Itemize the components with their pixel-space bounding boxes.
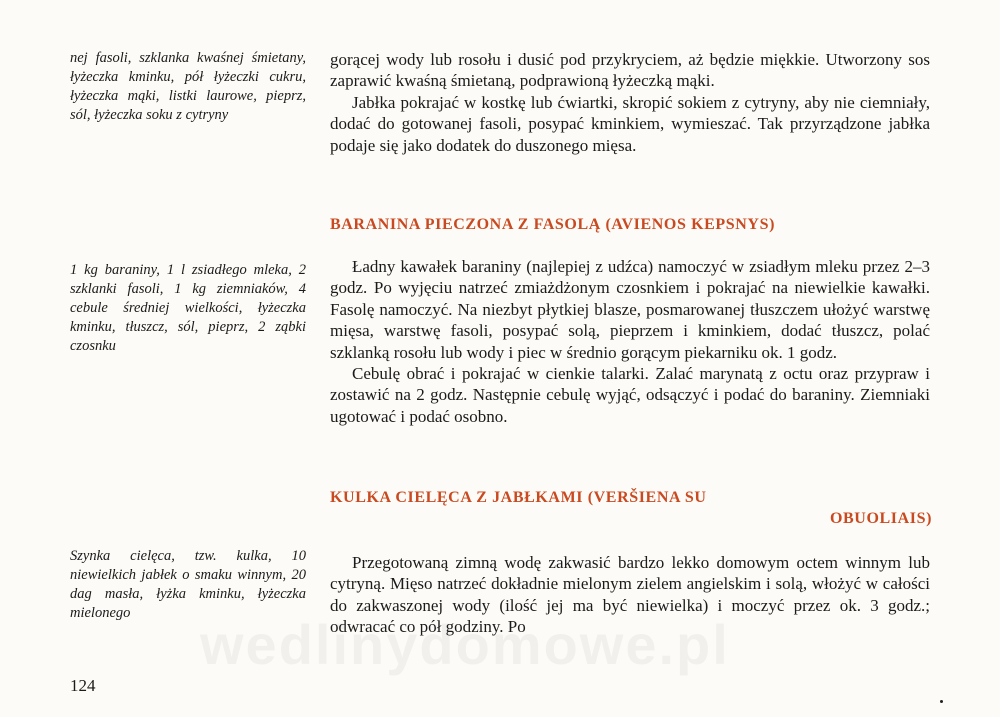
recipe-paragraph: gorącej wody lub rosołu i dusić pod przykryciem, aż będzie miękkie. Utworzony sos zaprawić kwaśną śmietaną, podprawioną łyżeczką mąki. — [330, 50, 930, 91]
recipe-paragraph: Ładny kawałek baraniny (najlepiej z udźca) namoczyć w zsiadłym mleku przez 2–3 godz. Po wyjęciu natrzeć zmiażdżonym czosnkiem i pokrajać na niewielkie kawałki. Fasolę namoczyć. Na niezbyt płytkiej blasze, posmarowanej tłuszczem ułożyć warstwę mięsa, warstwę fasoli, posypać solą, pieprzem i kminkiem, dodać tłuszcz, polać szklanką rosołu lub wody i piec w średnio gorącym piekarniku ok. 1 godz. — [330, 257, 930, 362]
recipe-paragraph: Jabłka pokrajać w kostkę lub ćwiartki, skropić sokiem z cytryny, aby nie ciemniały, dodać do gotowanej fasoli, posypać kminkiem, wymieszać. Tak przyrządzone jabłka podaje się jako dodatek do duszonego mięsa. — [330, 92, 930, 155]
recipe-title-line-2: OBUOLIAIS) — [829, 510, 932, 527]
page-number: 124 — [70, 676, 96, 695]
ingredients-text: Szynka cielęca, tzw. kulka, 10 niewielkich jabłek o smaku winnym, 20 dag masła, łyżka kminku, łyżeczka mielonego — [70, 548, 306, 621]
recipe-2-title — [330, 214, 932, 235]
recipe-title-text: BARANINA PIECZONA Z FASOLĄ (AVIENOS KEPSNYS) — [330, 216, 775, 233]
recipe-paragraph: Cebulę obrać i pokrajać w cienkie talarki. Zalać marynatą z octu oraz przypraw i zostawić na 2 godz. Następnie cebulę wyjąć, odsączyć i podać do baraniny. Ziemniaki ugotować i podać osobno. — [330, 364, 930, 426]
ingredients-list-2 — [70, 261, 306, 356]
recipe-paragraph: Przegotowaną zimną wodę zakwasić bardzo lekko domowym octem winnym lub cytryną. Mięso natrzeć dokładnie mielonym zielem angielskim i solą, włożyć w całości do zakwaszonej wody (ilość jej ma być niewielka) i moczyć przez ok. 3 godz.; odwracać co pół godziny. Po — [330, 553, 930, 637]
scan-speck — [940, 700, 943, 703]
recipe-1-body — [330, 49, 930, 156]
watermark — [200, 612, 730, 677]
recipe-3-title — [330, 487, 932, 529]
ingredients-text: nej fasoli, szklanka kwaśnej śmietany, łyżeczka kminku, pół łyżeczki cukru, łyżeczka mąki, listki laurowe, pieprz, sól, łyżeczka soku z cytryny — [70, 50, 306, 123]
ingredients-text: 1 kg baraniny, 1 l zsiadłego mleka, 2 szklanki fasoli, 1 kg ziemniaków, 4 cebule średniej wielkości, łyżeczka kminku, tłuszcz, sól, pieprz, 2 ząbki czosnku — [70, 262, 306, 354]
recipe-2-body — [330, 256, 930, 427]
recipe-title-line-1: KULKA CIELĘCA Z JABŁKAMI (VERŠIENA SU — [330, 489, 707, 506]
ingredients-list-1 — [70, 49, 306, 125]
